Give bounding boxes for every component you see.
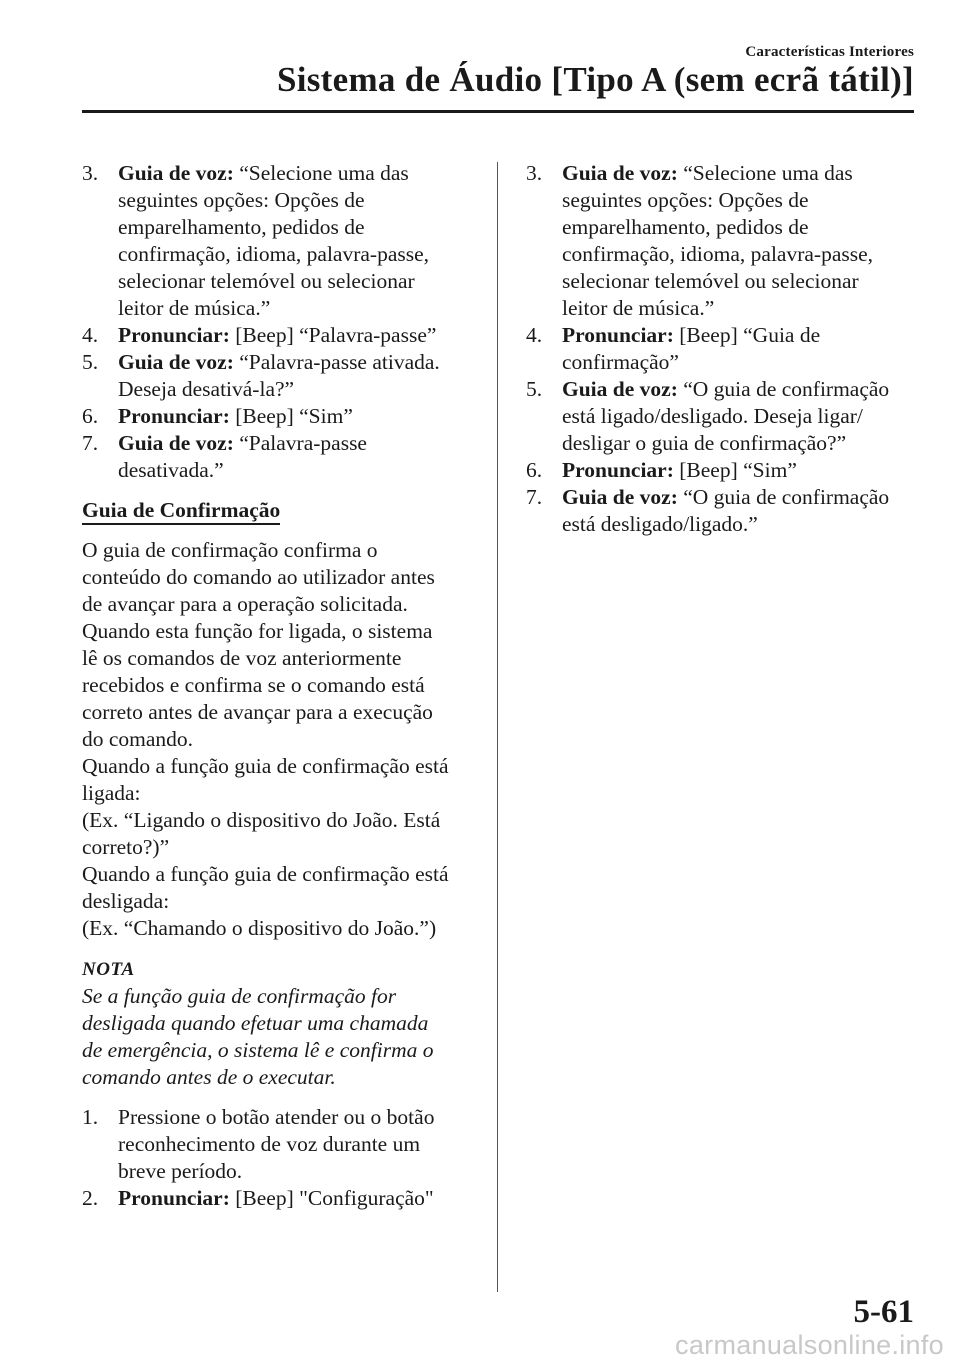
text-line: (Ex. “Ligando o dispositivo do João. Está	[82, 808, 441, 832]
step-text: confirmação”	[562, 350, 679, 374]
body-text	[82, 537, 477, 942]
step-line	[562, 322, 926, 349]
step-text: [Beep] “Guia de	[679, 323, 821, 347]
column-divider	[497, 162, 498, 1292]
step-text: “Palavra-passe ativada.	[239, 350, 440, 374]
step-line	[118, 295, 477, 322]
step-item	[82, 160, 477, 322]
step-label: Pronunciar:	[118, 404, 230, 428]
text-line: conteúdo do comando ao utilizador antes	[82, 565, 435, 589]
step-line	[118, 457, 477, 484]
step-text: seguintes opções: Opções de	[562, 188, 809, 212]
step-line	[118, 349, 477, 376]
step-text: [Beep] “Sim”	[235, 404, 353, 428]
step-label: Guia de voz:	[118, 431, 234, 455]
step-number: 3.	[82, 161, 99, 185]
step-text: [Beep] “Palavra-passe”	[235, 323, 437, 347]
page-number: 5-61	[853, 1294, 914, 1330]
right-column	[526, 160, 926, 538]
step-line	[118, 268, 477, 295]
step-item	[526, 322, 926, 376]
step-label: Pronunciar:	[118, 323, 230, 347]
text-line: comando antes de o executar.	[82, 1065, 336, 1089]
step-text: “Selecione uma das	[683, 161, 853, 185]
text-line: desligada:	[82, 889, 170, 913]
step-label: Pronunciar:	[562, 323, 674, 347]
step-item	[526, 484, 926, 538]
step-number: 6.	[82, 404, 99, 428]
step-text: selecionar telemóvel ou selecionar	[118, 269, 415, 293]
step-number: 4.	[82, 323, 99, 347]
step-text: Pressione o botão atender ou o botão	[118, 1105, 435, 1129]
step-label: Guia de voz:	[118, 161, 234, 185]
step-line	[562, 295, 926, 322]
step-item	[82, 1185, 477, 1212]
step-number: 3.	[526, 161, 543, 185]
step-text: breve período.	[118, 1159, 243, 1183]
steps-list-b	[82, 1104, 477, 1212]
step-line	[118, 1131, 477, 1158]
step-label: Guia de voz:	[118, 350, 234, 374]
step-text: [Beep] “Sim”	[679, 458, 797, 482]
step-text: está desligado/ligado.”	[562, 512, 758, 536]
text-line: Quando a função guia de confirmação está	[82, 862, 449, 886]
step-number: 2.	[82, 1186, 99, 1210]
step-line	[118, 1104, 477, 1131]
step-label: Guia de voz:	[562, 485, 678, 509]
step-text: confirmação, idioma, palavra-passe,	[562, 242, 874, 266]
step-number: 7.	[82, 431, 99, 455]
text-line: Quando a função guia de confirmação está	[82, 754, 449, 778]
step-line	[562, 457, 926, 484]
step-line	[118, 214, 477, 241]
step-text: “Selecione uma das	[239, 161, 409, 185]
steps-list-right	[526, 160, 926, 538]
step-line	[562, 403, 926, 430]
step-text: emparelhamento, pedidos de	[118, 215, 365, 239]
step-text: leitor de música.”	[118, 296, 271, 320]
text-line: desligada quando efetuar uma chamada	[82, 1011, 429, 1035]
step-item	[82, 1104, 477, 1185]
step-text: “Palavra-passe	[239, 431, 367, 455]
step-item	[526, 457, 926, 484]
step-line	[562, 268, 926, 295]
step-text: [Beep] "Configuração"	[235, 1186, 434, 1210]
step-line	[118, 1158, 477, 1185]
step-line	[562, 241, 926, 268]
step-text: desativada.”	[118, 458, 224, 482]
text-line: (Ex. “Chamando o dispositivo do João.”)	[82, 916, 437, 940]
section-heading: Guia de Confirmação	[82, 498, 280, 525]
text-line: correto antes de avançar para a execução	[82, 700, 433, 724]
text-line: correto?)”	[82, 835, 170, 859]
text-line: lê os comandos de voz anteriormente	[82, 646, 402, 670]
step-item	[526, 376, 926, 457]
text-line: de emergência, o sistema lê e confirma o	[82, 1038, 434, 1062]
page-title: Sistema de Áudio [Tipo A (sem ecrã tátil)]	[276, 60, 914, 99]
step-line	[562, 160, 926, 187]
step-text: Deseja desativá-la?”	[118, 377, 295, 401]
text-line: O guia de confirmação confirma o	[82, 538, 378, 562]
step-label: Pronunciar:	[562, 458, 674, 482]
text-line: ligada:	[82, 781, 141, 805]
header-rule	[82, 110, 914, 113]
step-line	[118, 430, 477, 457]
step-line	[118, 187, 477, 214]
step-text: “O guia de confirmação	[683, 485, 890, 509]
spacer	[82, 1091, 477, 1104]
left-column	[82, 160, 477, 1212]
step-item	[82, 430, 477, 484]
step-item	[82, 403, 477, 430]
steps-list-a	[82, 160, 477, 484]
note-label: NOTA	[82, 959, 135, 980]
step-number: 4.	[526, 323, 543, 347]
step-line	[562, 214, 926, 241]
step-item	[526, 160, 926, 322]
step-number: 5.	[526, 377, 543, 401]
step-number: 7.	[526, 485, 543, 509]
note-text	[82, 983, 477, 1091]
text-line: de avançar para a operação solicitada.	[82, 592, 408, 616]
step-number: 6.	[526, 458, 543, 482]
step-label: Pronunciar:	[118, 1186, 230, 1210]
step-line	[562, 187, 926, 214]
step-line	[562, 430, 926, 457]
step-text: “O guia de confirmação	[683, 377, 890, 401]
step-label: Guia de voz:	[562, 377, 678, 401]
step-item	[82, 349, 477, 403]
step-line	[118, 376, 477, 403]
section-label: Características Interiores	[745, 44, 914, 60]
step-line	[562, 511, 926, 538]
step-line	[118, 322, 477, 349]
step-line	[562, 484, 926, 511]
step-line	[562, 349, 926, 376]
step-text: seguintes opções: Opções de	[118, 188, 365, 212]
step-text: confirmação, idioma, palavra-passe,	[118, 242, 430, 266]
step-line	[118, 241, 477, 268]
step-text: selecionar telemóvel ou selecionar	[562, 269, 859, 293]
step-line	[118, 160, 477, 187]
step-text: emparelhamento, pedidos de	[562, 215, 809, 239]
step-text: desligar o guia de confirmação?”	[562, 431, 847, 455]
step-text: leitor de música.”	[562, 296, 715, 320]
text-line: recebidos e confirma se o comando está	[82, 673, 425, 697]
text-line: Quando esta função for ligada, o sistema	[82, 619, 433, 643]
step-line	[562, 376, 926, 403]
step-number: 1.	[82, 1105, 99, 1129]
step-text: está ligado/desligado. Deseja ligar/	[562, 404, 863, 428]
step-text: reconhecimento de voz durante um	[118, 1132, 421, 1156]
text-line: do comando.	[82, 727, 194, 751]
step-number: 5.	[82, 350, 99, 374]
watermark: carmanualsonline.info	[675, 1330, 944, 1360]
step-item	[82, 322, 477, 349]
step-line	[118, 403, 477, 430]
text-line: Se a função guia de confirmação for	[82, 984, 397, 1008]
step-label: Guia de voz:	[562, 161, 678, 185]
step-line	[118, 1185, 477, 1212]
